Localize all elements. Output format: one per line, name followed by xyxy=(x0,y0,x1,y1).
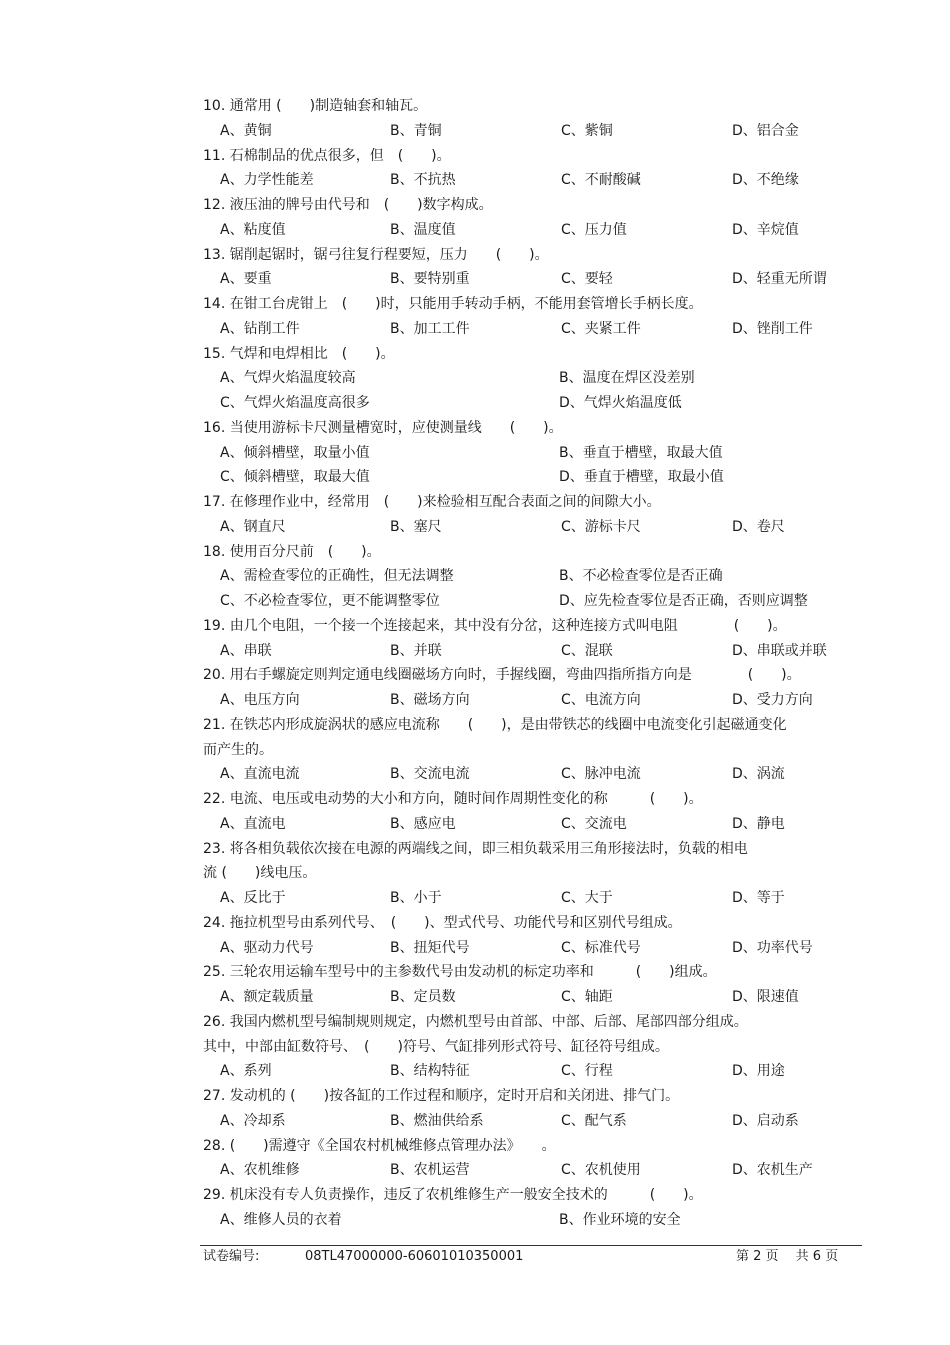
option-row xyxy=(220,122,860,140)
answer-option: D、串联或并联 xyxy=(732,642,827,659)
answer-option: D、涡流 xyxy=(732,766,785,783)
answer-option: A、直流电 xyxy=(220,815,286,832)
option-row xyxy=(220,1211,860,1229)
answer-option: A、钻削工件 xyxy=(220,320,300,337)
question-text: 16. 当使用游标卡尺测量槽宽时，应使测量线 ( )。 xyxy=(203,419,563,436)
answer-option: D、气焊火焰温度低 xyxy=(559,395,682,411)
answer-option: A、冷却系 xyxy=(220,1112,286,1129)
question-text: 14. 在钳工台虎钳上 ( )时，只能用手转动手柄，不能用套管增长手柄长度。 xyxy=(203,296,703,312)
question-text: 23. 将各相负载依次接在电源的两端线之间，即三相负载采用三角形接法时，负载的相电 xyxy=(203,840,748,857)
answer-option: A、农机维修 xyxy=(220,1162,300,1179)
answer-option: B、温度在焊区没差别 xyxy=(559,370,695,387)
answer-option: C、混联 xyxy=(561,642,613,659)
answer-option: B、不必检查零位是否正确 xyxy=(559,568,723,585)
answer-option: D、轻重无所谓 xyxy=(732,271,827,288)
answer-option: A、系列 xyxy=(220,1063,272,1080)
answer-option: A、额定载质量 xyxy=(220,989,314,1005)
answer-option: D、不绝缘 xyxy=(732,172,799,189)
answer-option: A、电压方向 xyxy=(220,692,300,708)
question-text: 10. 通常用 ( )制造轴套和轴瓦。 xyxy=(203,98,428,114)
question-text: 其中，中部由缸数符号、 ( )符号、气缸排列形式符号、缸径符号组成。 xyxy=(203,1038,669,1055)
question-text: 22. 电流、电压或电动势的大小和方向，随时间作周期性变化的称 ( )。 xyxy=(203,791,703,807)
question-text: 20. 用右手螺旋定则判定通电线圈磁场方向时，手握线圈，弯曲四指所指方向是 ( )。 xyxy=(203,667,801,684)
answer-option: C、倾斜槽壁，取最大值 xyxy=(220,469,370,486)
answer-option: B、加工工件 xyxy=(390,320,470,337)
answer-option: D、启动系 xyxy=(732,1112,799,1129)
answer-option: C、不必检查零位，更不能调整零位 xyxy=(220,593,440,609)
question-text: 26. 我国内燃机型号编制规则规定，内燃机型号由首部、中部、后部、尾部四部分组成。 xyxy=(203,1013,748,1030)
answer-option: D、受力方向 xyxy=(732,692,813,708)
answer-option: A、钢直尺 xyxy=(220,518,286,535)
option-row xyxy=(220,468,860,486)
answer-option: D、锉削工件 xyxy=(732,320,813,337)
option-row xyxy=(220,1112,860,1130)
answer-option: C、交流电 xyxy=(561,815,627,832)
answer-option: B、燃油供给系 xyxy=(390,1112,484,1129)
answer-option: D、辛烷值 xyxy=(732,221,799,238)
answer-option: C、配气系 xyxy=(561,1112,627,1129)
question-text: 17. 在修理作业中，经常用 ( )来检验相互配合表面之间的间隙大小。 xyxy=(203,494,661,510)
option-row xyxy=(220,1161,860,1179)
question-text: 流 ( )线电压。 xyxy=(203,865,317,882)
question-text: 而产生的。 xyxy=(203,741,273,758)
answer-option: D、功率代号 xyxy=(732,939,813,956)
answer-option: C、大于 xyxy=(561,890,613,906)
answer-option: D、铝合金 xyxy=(732,122,799,139)
answer-option: A、直流电流 xyxy=(220,766,300,783)
answer-option: D、限速值 xyxy=(732,989,799,1005)
answer-option: B、扭矩代号 xyxy=(390,939,470,956)
answer-option: D、垂直于槽壁，取最小值 xyxy=(559,469,724,486)
answer-option: B、交流电流 xyxy=(390,766,470,783)
option-row xyxy=(220,592,860,610)
answer-option: C、气焊火焰温度高很多 xyxy=(220,395,370,411)
option-row xyxy=(220,939,860,957)
answer-option: C、电流方向 xyxy=(561,692,641,708)
answer-option: B、感应电 xyxy=(390,815,456,832)
question-text: 24. 拖拉机型号由系列代号、 ( )、型式代号、功能代号和区别代号组成。 xyxy=(203,914,682,931)
answer-option: A、维修人员的衣着 xyxy=(220,1211,342,1228)
answer-option: B、不抗热 xyxy=(390,172,456,189)
answer-option: B、垂直于槽壁，取最大值 xyxy=(559,444,723,461)
option-row xyxy=(220,444,860,462)
answer-option: B、小于 xyxy=(390,890,442,906)
answer-option: C、脉冲电流 xyxy=(561,766,641,783)
option-row xyxy=(220,171,860,189)
question-text: 29. 机床没有专人负责操作，违反了农机维修生产一般安全技术的 ( )。 xyxy=(203,1187,703,1203)
answer-option: A、粘度值 xyxy=(220,221,286,238)
question-text: 15. 气焊和电焊相比 ( )。 xyxy=(203,345,395,362)
option-row xyxy=(220,221,860,239)
answer-option: A、气焊火焰温度较高 xyxy=(220,370,356,387)
question-text: 27. 发动机的 ( )按各缸的工作过程和顺序，定时开启和关闭进、排气门。 xyxy=(203,1088,680,1104)
answer-option: B、农机运营 xyxy=(390,1162,470,1179)
answer-option: A、黄铜 xyxy=(220,122,272,139)
answer-option: C、夹紧工件 xyxy=(561,320,641,337)
answer-option: D、卷尺 xyxy=(732,518,785,535)
answer-option: C、轴距 xyxy=(561,989,613,1005)
question-text: 21. 在铁芯内形成旋涡状的感应电流称 ( )，是由带铁芯的线圈中电流变化引起磁通变化 xyxy=(203,716,787,733)
question-text: 13. 锯削起锯时，锯弓往复行程要短，压力 ( )。 xyxy=(203,246,549,263)
question-text: 19. 由几个电阻，一个接一个连接起来，其中没有分岔，这种连接方式叫电阻 ( )。 xyxy=(203,617,787,634)
question-text: 11. 石棉制品的优点很多，但 ( )。 xyxy=(203,147,451,164)
answer-option: C、不耐酸碱 xyxy=(561,172,641,189)
page-indicator: 第 2 页 共 6 页 xyxy=(736,1249,839,1264)
answer-option: B、塞尺 xyxy=(390,518,442,535)
answer-option: C、压力值 xyxy=(561,221,627,238)
answer-option: C、紫铜 xyxy=(561,122,613,139)
option-row xyxy=(220,320,860,338)
option-row xyxy=(220,889,860,907)
answer-option: A、串联 xyxy=(220,642,272,659)
answer-option: C、行程 xyxy=(561,1063,613,1080)
answer-option: B、作业环境的安全 xyxy=(559,1211,681,1228)
option-row xyxy=(220,815,860,833)
question-text: 18. 使用百分尺前 ( )。 xyxy=(203,543,381,560)
paper-id: 08TL47000000-60601010350001 xyxy=(305,1249,524,1264)
question-text: 25. 三轮农用运输车型号中的主参数代号由发动机的标定功率和 ( )组成。 xyxy=(203,964,717,981)
answer-option: D、应先检查零位是否正确，否则应调整 xyxy=(559,593,808,609)
option-row xyxy=(220,765,860,783)
answer-option: B、定员数 xyxy=(390,989,456,1005)
answer-option: A、需检查零位的正确性，但无法调整 xyxy=(220,568,454,585)
answer-option: B、要特别重 xyxy=(390,271,470,288)
answer-option: D、静电 xyxy=(732,815,785,832)
answer-option: A、驱动力代号 xyxy=(220,939,314,956)
answer-option: D、用途 xyxy=(732,1063,785,1080)
answer-option: B、结构特征 xyxy=(390,1063,470,1080)
option-row xyxy=(220,567,860,585)
question-text: 12. 液压油的牌号由代号和 ( )数字构成。 xyxy=(203,197,493,213)
option-row xyxy=(220,270,860,288)
answer-option: B、磁场方向 xyxy=(390,692,470,708)
option-row xyxy=(220,642,860,660)
option-row xyxy=(220,988,860,1006)
option-row xyxy=(220,369,860,387)
answer-option: A、反比于 xyxy=(220,890,286,906)
question-text: 28. ( )需遵守《全国农村机械维修点管理办法》 。 xyxy=(203,1137,556,1154)
option-row xyxy=(220,394,860,412)
answer-option: B、并联 xyxy=(390,642,442,659)
paper-id-label: 试卷编号: xyxy=(203,1249,260,1264)
answer-option: C、农机使用 xyxy=(561,1162,641,1179)
answer-option: C、标准代号 xyxy=(561,939,641,956)
answer-option: D、农机生产 xyxy=(732,1162,813,1179)
answer-option: C、游标卡尺 xyxy=(561,518,641,535)
answer-option: B、温度值 xyxy=(390,221,456,238)
answer-option: D、等于 xyxy=(732,890,785,906)
answer-option: A、要重 xyxy=(220,271,272,288)
answer-option: C、要轻 xyxy=(561,271,613,288)
answer-option: A、力学性能差 xyxy=(220,172,314,189)
footer-divider xyxy=(200,1245,862,1246)
option-row xyxy=(220,1062,860,1080)
answer-option: B、青铜 xyxy=(390,122,442,139)
answer-option: A、倾斜槽壁，取量小值 xyxy=(220,444,370,461)
option-row xyxy=(220,518,860,536)
option-row xyxy=(220,691,860,709)
